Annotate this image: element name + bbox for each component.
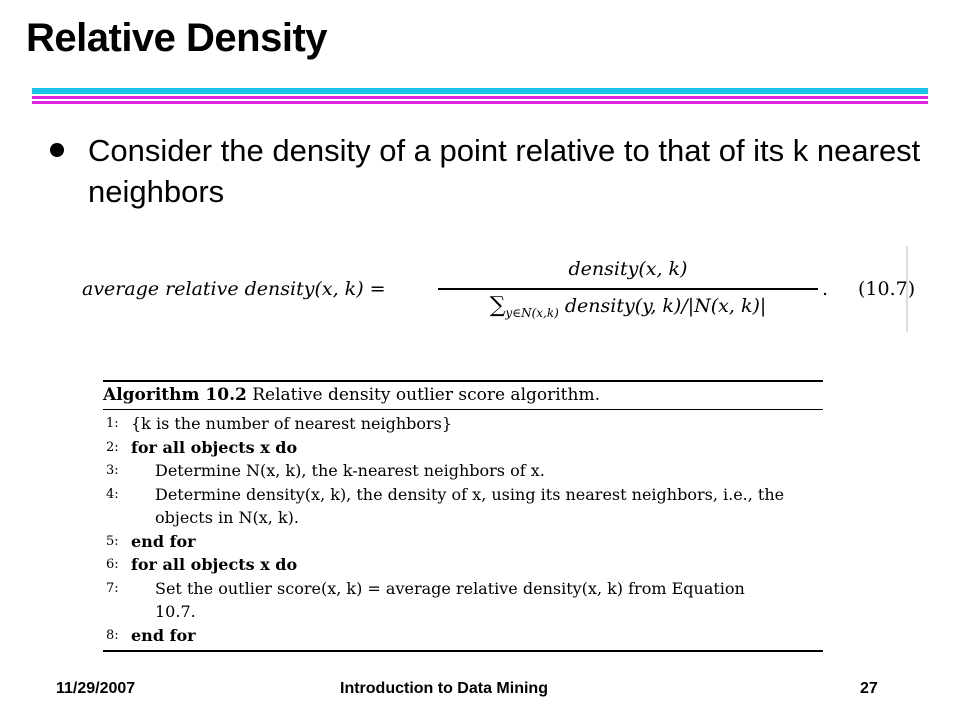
step-text: Set the outlier score(x, k) = average relative density(x, k) from Equation: [155, 578, 745, 598]
fraction-bar: [438, 288, 818, 290]
algorithm-step-4: [103, 483, 823, 507]
algorithm-header: [103, 382, 823, 409]
title-rule-cyan: [32, 88, 928, 94]
algorithm-step-7-continued: 10.7.: [155, 602, 196, 621]
step-number: 5:: [106, 533, 119, 549]
algorithm-steps: [103, 410, 823, 647]
step-number: 4:: [106, 486, 119, 502]
algorithm-step-4-continued: objects in N(x, k).: [155, 508, 299, 527]
algorithm-caption: Relative density outlier score algorithm.: [252, 385, 600, 405]
equation-number: (10.7): [858, 278, 916, 300]
denominator-text: density(y, k)/|N(x, k)|: [564, 295, 767, 317]
step-number: 6:: [106, 557, 119, 572]
algorithm-bottom-rule: [103, 650, 823, 652]
algorithm-step-3: [103, 459, 823, 483]
slide-title: Relative Density: [26, 16, 328, 60]
step-text: Determine N(x, k), the k-nearest neighbors of x.: [155, 461, 545, 480]
step-text: for all objects x do: [131, 555, 298, 574]
equation-lhs: [82, 278, 386, 300]
step-number: 1:: [106, 416, 119, 431]
title-rule-magenta-2: [32, 101, 928, 104]
title-rule-magenta-1: [32, 96, 928, 99]
step-text: {k is the number of nearest neighbors}: [131, 414, 453, 433]
equation-lhs-text: average relative density: [82, 278, 315, 300]
footer-page-number: 27: [860, 680, 878, 697]
algorithm-step-7: [103, 577, 823, 601]
sum-subscript: y∈N(x,k): [505, 305, 559, 320]
step-text: end for: [131, 531, 196, 551]
algorithm-box: [103, 380, 823, 652]
footer-course-title: Introduction to Data Mining: [340, 680, 548, 697]
equation-image: [64, 246, 916, 332]
step-text: end for: [131, 625, 196, 645]
equation-numerator: density(x, k): [568, 258, 688, 280]
footer-date: 11/29/2007: [56, 680, 136, 697]
algorithm-step-2: [103, 436, 823, 460]
algorithm-step-1: [103, 412, 823, 436]
equation-lhs-args: (x, k) =: [314, 278, 386, 300]
bullet-dot-icon: [50, 143, 64, 157]
step-text: for all objects x do: [131, 437, 298, 457]
equation-period: .: [822, 278, 829, 300]
bullet-text: Consider the density of a point relative to that of its k nearest neighbors: [88, 133, 921, 209]
equation-denominator: [438, 293, 818, 320]
step-number: 7:: [106, 580, 119, 596]
step-text: Determine density(x, k), the density of x, using its nearest neighbors, i.e., the: [155, 484, 785, 504]
step-number: 8:: [106, 627, 119, 643]
step-number: 3:: [106, 463, 119, 478]
algorithm-step-8: [103, 624, 823, 648]
algorithm-label: Algorithm 10.2: [103, 385, 247, 405]
step-number: 2:: [106, 439, 119, 455]
algorithm-step-5: [103, 530, 823, 554]
sum-symbol: ∑: [489, 293, 506, 318]
algorithm-step-6: [103, 553, 823, 577]
